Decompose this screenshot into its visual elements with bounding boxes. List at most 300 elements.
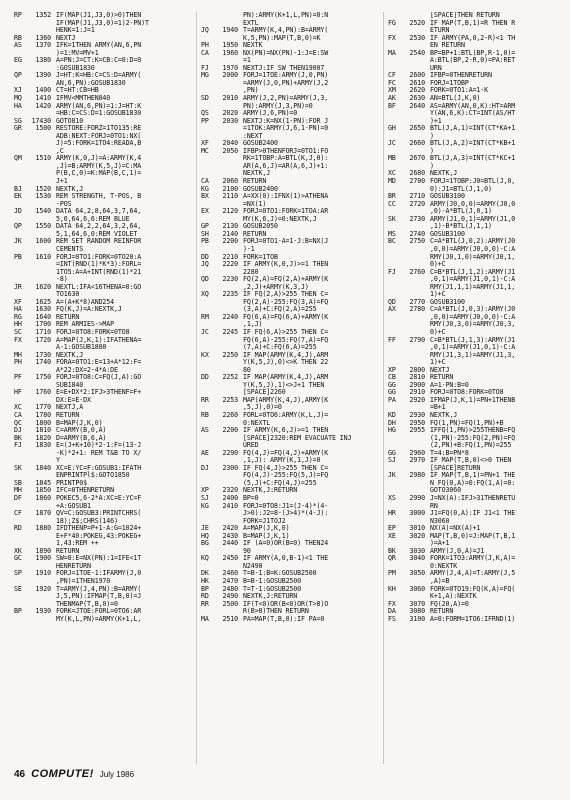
line-number: 3080 bbox=[409, 607, 425, 616]
code-text: C=B*BTL(J,1,2):ARMY(J1 bbox=[430, 267, 516, 276]
code-text: FORJ=0TO8:FORK=0TO8 bbox=[56, 327, 130, 336]
checksum: DF bbox=[14, 494, 22, 502]
code-text: NEXTJ:K=NX(1-PN):FOR J bbox=[243, 116, 329, 125]
code-line bbox=[388, 495, 560, 503]
checksum: XF bbox=[201, 139, 209, 148]
line-number: 2400 bbox=[222, 494, 238, 502]
code-text: NEXTK,J bbox=[56, 184, 84, 193]
code-text: ,PN)=1THEN1970 bbox=[56, 577, 111, 586]
code-text: REM ARMIES->MAP bbox=[56, 320, 115, 329]
code-text: CEMENTS bbox=[56, 244, 84, 253]
checksum: BP bbox=[201, 584, 209, 593]
code-text: FQ(1,PN)=FQ(1,PN)+B bbox=[430, 418, 504, 427]
code-text: MY(K,L,PN)=ARMY(K+1,L, bbox=[56, 614, 142, 623]
checksum: GG bbox=[388, 388, 396, 397]
code-text: AN=BTL(J,K,0) bbox=[430, 94, 481, 103]
code-text: -POS bbox=[56, 199, 72, 208]
code-text: A=PN:J=CT:K=CB:C=0:D=0 bbox=[56, 56, 142, 65]
checksum: BX bbox=[201, 192, 209, 201]
code-text: ,0,1)=ARMY(J1,0,1)-C:A bbox=[430, 275, 516, 284]
line-number: 2220 bbox=[222, 260, 238, 269]
checksum: MH bbox=[14, 486, 22, 495]
code-text: B=B-1:GOSUB2500 bbox=[243, 577, 302, 586]
checksum: CA bbox=[14, 410, 22, 419]
code-line bbox=[201, 314, 381, 322]
line-number: 1380 bbox=[35, 56, 51, 65]
code-line bbox=[201, 238, 381, 246]
checksum: XC bbox=[14, 403, 22, 412]
code-text: A=(A+K*8)AND254 bbox=[56, 297, 115, 306]
line-number: 2900 bbox=[409, 380, 425, 389]
code-text: )+1 bbox=[430, 116, 442, 125]
code-line bbox=[388, 57, 560, 65]
checksum: FJ bbox=[14, 441, 22, 450]
line-number: 1780 bbox=[35, 410, 51, 419]
checksum: DJ bbox=[14, 426, 22, 435]
checksum: DK bbox=[201, 569, 209, 578]
code-text: :GOSUB1830 bbox=[56, 63, 95, 72]
code-text: RMY(J1,3,1)=ARMY(J1,3, bbox=[430, 350, 516, 359]
code-text: EN RETURN bbox=[430, 41, 465, 50]
code-text: MAP(T,B,0)=J:MAP(T,B,1 bbox=[430, 531, 516, 540]
code-line bbox=[388, 35, 560, 43]
line-number: 2700 bbox=[409, 177, 425, 186]
code-text: SW=0:E=NX(PN):1=IFE<1T bbox=[56, 554, 142, 563]
code-text: :NEXT bbox=[243, 131, 263, 140]
code-text: BTL(J,A,3)=INT(CT*KC+1 bbox=[430, 154, 516, 163]
code-text: RETURN bbox=[430, 373, 454, 382]
line-number: 1390 bbox=[35, 71, 51, 80]
line-number: 1625 bbox=[35, 297, 51, 306]
checksum: AS bbox=[201, 426, 209, 435]
code-line bbox=[14, 555, 193, 563]
code-line bbox=[14, 374, 193, 382]
line-number: 1520 bbox=[35, 184, 51, 193]
code-line bbox=[388, 140, 560, 148]
code-text: IF MAP(ARMY(K,4,J),ARM bbox=[243, 350, 329, 359]
code-line bbox=[14, 450, 193, 458]
line-number: 2010 bbox=[222, 94, 238, 103]
line-number: 2260 bbox=[222, 410, 238, 419]
line-number: 2130 bbox=[222, 222, 238, 231]
line-number: 2720 bbox=[409, 199, 425, 208]
code-text: RETURN bbox=[56, 546, 80, 555]
line-number: 1400 bbox=[35, 86, 51, 95]
line-number: 1820 bbox=[35, 433, 51, 442]
code-text: ARMY(J1,0,1)=ARMY(J1,0 bbox=[430, 214, 516, 223]
line-number: 2300 bbox=[222, 463, 238, 472]
checksum: SK bbox=[14, 463, 22, 472]
code-text: J,5,PN):IFMAP(T,B,0)=J bbox=[56, 592, 142, 601]
line-number: 1370 bbox=[35, 41, 51, 50]
code-text: RMY(J0,1,0)=ARMY(J0,1, bbox=[430, 252, 516, 261]
code-text: IF MAP(ARMY(K,4,J),ARM bbox=[243, 373, 329, 382]
code-text: 1,43:REM ++ bbox=[56, 539, 99, 548]
line-number: 1920 bbox=[35, 584, 51, 593]
code-text: ,0,1)=ARMY(J1,0,1)-C:A bbox=[430, 343, 516, 352]
checksum: FX bbox=[388, 599, 396, 608]
line-number: 17430 bbox=[31, 116, 51, 125]
code-text: BP=BP+1:BTL(BP,R-1,0)= bbox=[430, 48, 516, 57]
code-text: POKEC5,6-2*A:XC=E:YC=F bbox=[56, 494, 142, 502]
checksum: PB bbox=[14, 252, 22, 261]
code-text: 0):J1=BTL(J,1,0) bbox=[430, 184, 492, 193]
code-text: (1,PN)-255:FQ(2,PN)=FQ bbox=[430, 433, 516, 442]
code-text: NEXTL:IFA<16THENA=0:GO bbox=[56, 282, 142, 291]
checksum: FS bbox=[388, 614, 396, 623]
checksum: SJ bbox=[388, 456, 396, 465]
line-number: 1760 bbox=[35, 388, 51, 397]
code-text: GOTO810 bbox=[56, 116, 84, 125]
code-text: FORJ=0TO1:FORK=0TO20:A bbox=[56, 252, 142, 261]
code-text: FORJ=0TO8:J1=(J-4)*(4- bbox=[243, 501, 329, 510]
line-number: 3050 bbox=[409, 569, 425, 578]
code-text: RETURN bbox=[56, 312, 80, 321]
code-text: AR(A,6,J)=AR(A,6,J)+1: bbox=[243, 161, 329, 170]
code-text: XC=E:YC=F:GOSUB1:IFATH bbox=[56, 463, 142, 472]
code-text: PN):ARMY(K+1,L,PN)=0:N bbox=[243, 12, 329, 19]
checksum: EX bbox=[201, 207, 209, 216]
code-line bbox=[388, 352, 560, 360]
checksum: CC bbox=[388, 199, 396, 208]
checksum: EK bbox=[14, 192, 22, 201]
checksum: SE bbox=[14, 584, 22, 593]
code-text: A=XX(0):IFNX(1)>ATHENA bbox=[243, 192, 329, 201]
line-number: 2500 bbox=[222, 599, 238, 608]
code-text: C=ARMY(B,0,A) bbox=[56, 426, 107, 435]
checksum: MH bbox=[14, 350, 22, 359]
line-number: 3060 bbox=[409, 584, 425, 593]
code-text: A:BTL(BP,2-R,0)=PA:RET bbox=[430, 56, 516, 65]
code-text: MAP(ARMY(K,4,J),ARMY(K bbox=[243, 395, 329, 404]
code-text: 0)+C bbox=[430, 260, 446, 269]
line-number: 1600 bbox=[35, 237, 51, 246]
code-text: RK=1TOBP:A=BTL(K,J,0): bbox=[243, 154, 329, 163]
code-text: ARMY(K,0,J)=A:ARMY(K,4 bbox=[56, 154, 142, 163]
code-text: FQ(20,A)=0 bbox=[430, 599, 469, 608]
code-text: Y(AN,6,K):CT=INT(AS/HT bbox=[430, 109, 516, 118]
line-number: 1870 bbox=[35, 509, 51, 518]
code-text: T=ARMY(J,4,PN):B=ARMY( bbox=[56, 584, 142, 593]
code-text: (5,J)+C:FQ(4,J)=255 bbox=[243, 478, 317, 487]
checksum: FJ bbox=[388, 267, 396, 276]
code-text: E=(J+K+10)*2-1:F=(13-J bbox=[56, 441, 142, 450]
code-text: 1TO5:A=A+INT(RND(1)*21 bbox=[56, 267, 142, 276]
checksum: CF bbox=[14, 509, 22, 518]
code-text: ARMY(J0,0,0)=ARMY(J0,0 bbox=[430, 199, 516, 208]
code-text: )-1 bbox=[243, 244, 255, 253]
line-number: 2040 bbox=[222, 139, 238, 148]
line-number: 2930 bbox=[409, 410, 425, 419]
code-line bbox=[14, 193, 193, 201]
code-text: 1)+C bbox=[430, 358, 446, 367]
code-text: T=T-1:GOSUB2500 bbox=[243, 584, 302, 593]
line-number: 1950 bbox=[222, 41, 238, 50]
code-text: -8) bbox=[56, 275, 68, 284]
code-text: ARMY(J,0,A)=J1 bbox=[430, 546, 485, 555]
code-text: A*22:DX=2-4*A:DE bbox=[56, 365, 118, 374]
magazine-name: COMPUTE! bbox=[31, 768, 94, 780]
line-number: 1970 bbox=[222, 63, 238, 72]
checksum: RD bbox=[201, 592, 209, 601]
code-text: QV=C:GOSUB3:PRINTCHRS( bbox=[56, 509, 142, 518]
code-line bbox=[14, 42, 193, 50]
checksum: HA bbox=[14, 101, 22, 110]
code-text: ENPRINTPl$:GOTO1850 bbox=[56, 471, 130, 480]
code-text: ,5,J),0)=0 bbox=[243, 403, 282, 412]
code-text: =HB:C=CS:D=1:GOSUB1830 bbox=[56, 109, 142, 118]
code-text: A-1:GOSUB1800 bbox=[56, 343, 107, 352]
line-number: 1730 bbox=[35, 350, 51, 359]
code-text: J1=FQ(0,A):IF J1<1 THE bbox=[430, 509, 516, 518]
code-text: FORJ=0TO8:FORK=0TO8 bbox=[430, 388, 504, 397]
code-text: DX:E=E-DX bbox=[56, 395, 91, 404]
page-number: 46 bbox=[14, 769, 26, 780]
code-text: J+1 bbox=[56, 177, 68, 186]
checksum: FX bbox=[388, 33, 396, 42]
checksum: XC bbox=[388, 169, 396, 178]
line-number: 2520 bbox=[409, 18, 425, 27]
code-text: 1)+C bbox=[430, 290, 446, 299]
code-text: ) bbox=[430, 146, 434, 155]
code-text: FQ(K,J)=A:NEXTK,J bbox=[56, 305, 122, 314]
line-number: 2760 bbox=[409, 267, 425, 276]
line-number: 2970 bbox=[409, 456, 425, 465]
code-text: FORK=JTOE:FORL=0TO6:AR bbox=[56, 607, 142, 616]
code-text: GOSUB2400 bbox=[243, 139, 278, 148]
checksum: XE bbox=[388, 531, 396, 540]
code-line bbox=[14, 389, 193, 397]
code-text: BTL(J,A,2)=INT(CT*KB+1 bbox=[430, 139, 516, 148]
line-number: 2660 bbox=[409, 139, 425, 148]
code-text: IF (A=0)OR(B=0) THEN24 bbox=[243, 539, 329, 548]
checksum: MG bbox=[201, 71, 209, 80]
checksum: PM bbox=[388, 569, 396, 578]
checksum: FF bbox=[388, 335, 396, 344]
code-line bbox=[388, 125, 560, 133]
code-text: IFK=1THEN ARMY(AN,6,PN bbox=[56, 41, 142, 50]
code-text: HENRETURN bbox=[56, 561, 91, 570]
line-number: 1900 bbox=[35, 554, 51, 563]
code-text: FORJ=0TO8:C=FQ(J,A):GO bbox=[56, 373, 142, 382]
code-text: IF ARMY(K,0,J)>=1 THEN bbox=[243, 260, 329, 269]
code-text: FORK=J1TOJ2 bbox=[243, 516, 286, 525]
code-text: [SPACE]THEN RETURN bbox=[430, 12, 500, 19]
code-text: NEXTK,J bbox=[430, 410, 458, 419]
code-text: NEXTK,J bbox=[56, 350, 84, 359]
code-text: ,J)=B:ARMY(K,5,J)=C:MA bbox=[56, 161, 142, 170]
code-line bbox=[201, 163, 381, 171]
checksum: PA bbox=[388, 395, 396, 404]
checksum: SK bbox=[388, 214, 396, 223]
checksum: PB bbox=[201, 237, 209, 246]
code-text: IF FQ(6,A)>255 THEN C= bbox=[243, 327, 329, 336]
line-number: 2050 bbox=[222, 146, 238, 155]
checksum: QR bbox=[388, 554, 396, 563]
code-text: NEXTK,J:RETURN bbox=[243, 592, 298, 601]
code-text: C=A*BTL(J,0,2):ARMY(J0 bbox=[430, 237, 516, 246]
code-text: N3060 bbox=[430, 516, 450, 525]
code-text: ,PN) bbox=[243, 86, 259, 95]
code-text: 90 bbox=[243, 546, 251, 555]
code-text: [SPACE]2320:REM EVACUATE INJ bbox=[243, 433, 352, 442]
code-text: ETURN bbox=[430, 26, 450, 35]
checksum: JC bbox=[201, 327, 209, 336]
code-text: PN):ARMY(J,3,PN)=0 bbox=[243, 101, 313, 110]
code-text: IFFQ(1,PN)>255THENB=FQ bbox=[430, 426, 516, 435]
checksum: XQ bbox=[201, 290, 209, 299]
code-text: T=4:B=PN*8 bbox=[430, 448, 469, 457]
checksum: DD bbox=[201, 373, 209, 382]
line-number: 2110 bbox=[222, 192, 238, 201]
checksum: EG bbox=[14, 56, 22, 65]
checksum: SG bbox=[14, 116, 22, 125]
column-divider bbox=[383, 12, 384, 764]
code-line bbox=[388, 397, 560, 405]
line-number: 2510 bbox=[222, 614, 238, 623]
code-text: IF ARMY(PA,0,2-R)<1 TH bbox=[430, 33, 516, 42]
code-text: A=MAP(J,K,1):IFATHENA= bbox=[56, 335, 142, 344]
line-number: 1410 bbox=[35, 94, 51, 103]
checksum: BJ bbox=[14, 184, 22, 193]
checksum: GC bbox=[14, 554, 22, 563]
code-text: RMY(J0,3,0)=ARMY(J0,3, bbox=[430, 320, 516, 329]
line-number: 2750 bbox=[409, 237, 425, 246]
code-text: J>0):J2=8-(J>4)*(4-J): bbox=[243, 509, 329, 518]
code-text: BP=0 bbox=[243, 494, 259, 502]
checksum: AE bbox=[201, 448, 209, 457]
code-text: RETURN bbox=[430, 607, 454, 616]
checksum: PF bbox=[14, 373, 22, 382]
code-line bbox=[201, 540, 381, 548]
line-number: 2120 bbox=[222, 207, 238, 216]
line-number: 1850 bbox=[35, 486, 51, 495]
checksum: XK bbox=[14, 546, 22, 555]
checksum: MQ bbox=[14, 94, 22, 103]
code-text: FQ(2,A)-255:FQ(3,A)=FQ bbox=[243, 297, 329, 306]
line-number: 2240 bbox=[222, 312, 238, 321]
checksum: QS bbox=[201, 109, 209, 118]
code-text: A=0:FORM=1TO6:IFRND(1) bbox=[430, 614, 516, 623]
code-text: REM SET RANDOM REINFOR bbox=[56, 237, 142, 246]
code-text: ,A)=B bbox=[430, 577, 450, 586]
code-text: NEXTJ bbox=[56, 33, 76, 42]
line-number: 2100 bbox=[222, 184, 238, 193]
checksum: GG bbox=[388, 448, 396, 457]
code-text: GOSUB3100 bbox=[430, 297, 465, 306]
line-number: 2670 bbox=[409, 154, 425, 163]
line-number: 1910 bbox=[35, 569, 51, 578]
code-text: P(B,C,0)=K:MAP(B,C,1)= bbox=[56, 169, 142, 178]
code-text: GOSUB3100 bbox=[430, 229, 465, 238]
checksum: BK bbox=[388, 546, 396, 555]
checksum: KX bbox=[201, 350, 209, 359]
listing-page bbox=[14, 12, 560, 764]
code-text: 0:NEXTL bbox=[243, 418, 271, 427]
checksum: HQ bbox=[201, 531, 209, 540]
code-line bbox=[201, 359, 381, 367]
code-text: FORJ=1TOE:ARMY(J,0,PN) bbox=[243, 71, 329, 80]
line-number: 1550 bbox=[35, 222, 51, 231]
code-text: E=E+DX*2:IFJ>3THENF=F+ bbox=[56, 388, 142, 397]
checksum: QD bbox=[388, 297, 396, 306]
checksum: CB bbox=[388, 373, 396, 382]
checksum: JK bbox=[388, 471, 396, 480]
checksum: SB bbox=[14, 478, 22, 487]
code-text: K+1,A):NEXTK bbox=[430, 592, 477, 601]
code-text: NEXTJ,A bbox=[56, 403, 84, 412]
line-number: 1640 bbox=[35, 312, 51, 321]
line-number: 1960 bbox=[222, 48, 238, 57]
line-number: 2430 bbox=[222, 531, 238, 540]
code-text: SUB1840 bbox=[56, 380, 84, 389]
code-text: 0)+C bbox=[430, 327, 446, 336]
code-text: T=B-1:B=K:GOSUB2500 bbox=[243, 569, 317, 578]
code-text: T=ARMY(K,4,PN):B=ARMY( bbox=[243, 26, 329, 35]
code-line bbox=[14, 57, 193, 65]
code-text: ,0)-A*BTL(J,0,1) bbox=[430, 207, 492, 216]
code-text: IF MAP(T,B,1)=R THEN R bbox=[430, 18, 516, 27]
code-text: EXTL bbox=[243, 18, 259, 27]
checksum: CF bbox=[388, 71, 396, 80]
line-number: 2710 bbox=[409, 192, 425, 201]
code-text: NEXTK,J:RETURN bbox=[243, 486, 298, 495]
line-number: 2650 bbox=[409, 124, 425, 133]
code-line bbox=[201, 412, 381, 420]
code-text: FQ(2,A)=FQ(2,A)+ARMY(K bbox=[243, 275, 329, 284]
line-number: 1510 bbox=[35, 154, 51, 163]
checksum: RG bbox=[14, 312, 22, 321]
line-number: 2740 bbox=[409, 229, 425, 238]
checksum: XP bbox=[388, 365, 396, 374]
code-text: NEXTJ bbox=[430, 365, 450, 374]
code-text: IF(MAP(J1,J3,0)>0)THEN bbox=[56, 12, 142, 19]
checksum: HK bbox=[201, 577, 209, 586]
code-text: IFMV<MMTHEN840 bbox=[56, 94, 111, 103]
code-text: IF FQ(2,A)>255 THEN C= bbox=[243, 290, 329, 299]
checksum: QM bbox=[14, 154, 22, 163]
line-number: 1930 bbox=[35, 607, 51, 616]
code-text: IFBP=0THENRETURN bbox=[430, 71, 492, 80]
line-number: 1360 bbox=[35, 33, 51, 42]
column-divider bbox=[196, 12, 197, 764]
checksum: JK bbox=[14, 237, 22, 246]
code-text: FORK=1TO3:ARMY(J,K,A)= bbox=[430, 554, 516, 563]
line-number: 3040 bbox=[409, 554, 425, 563]
line-number: 2200 bbox=[222, 426, 238, 435]
line-number: 2420 bbox=[222, 524, 238, 533]
code-text: ) bbox=[430, 131, 434, 140]
checksum: QP bbox=[14, 222, 22, 231]
code-text: RETURN bbox=[56, 410, 80, 419]
code-line bbox=[388, 321, 560, 329]
code-line bbox=[388, 510, 560, 518]
issue-date: July 1986 bbox=[99, 770, 135, 779]
code-text: IFC=0THENRETURN bbox=[56, 486, 115, 495]
line-number: 2960 bbox=[409, 448, 425, 457]
code-text: =1 bbox=[243, 56, 251, 65]
code-text: Y(K,5,J),0)<>K THEN 22 bbox=[243, 358, 329, 367]
checksum: GG bbox=[388, 380, 396, 389]
code-text: ,2,J)+ARMY(K,3,J) bbox=[243, 282, 309, 291]
line-number: 1610 bbox=[35, 252, 51, 261]
code-text: ARMY(J,2,PN)=ARMY(J,3, bbox=[243, 94, 329, 103]
code-text: R(B>8)THEN RETURN bbox=[243, 607, 309, 616]
code-text: FORK=0TO1:A=1-K bbox=[430, 86, 489, 95]
checksum: RM bbox=[201, 312, 209, 321]
checksum: HH bbox=[14, 320, 22, 329]
checksum: JR bbox=[14, 282, 22, 291]
